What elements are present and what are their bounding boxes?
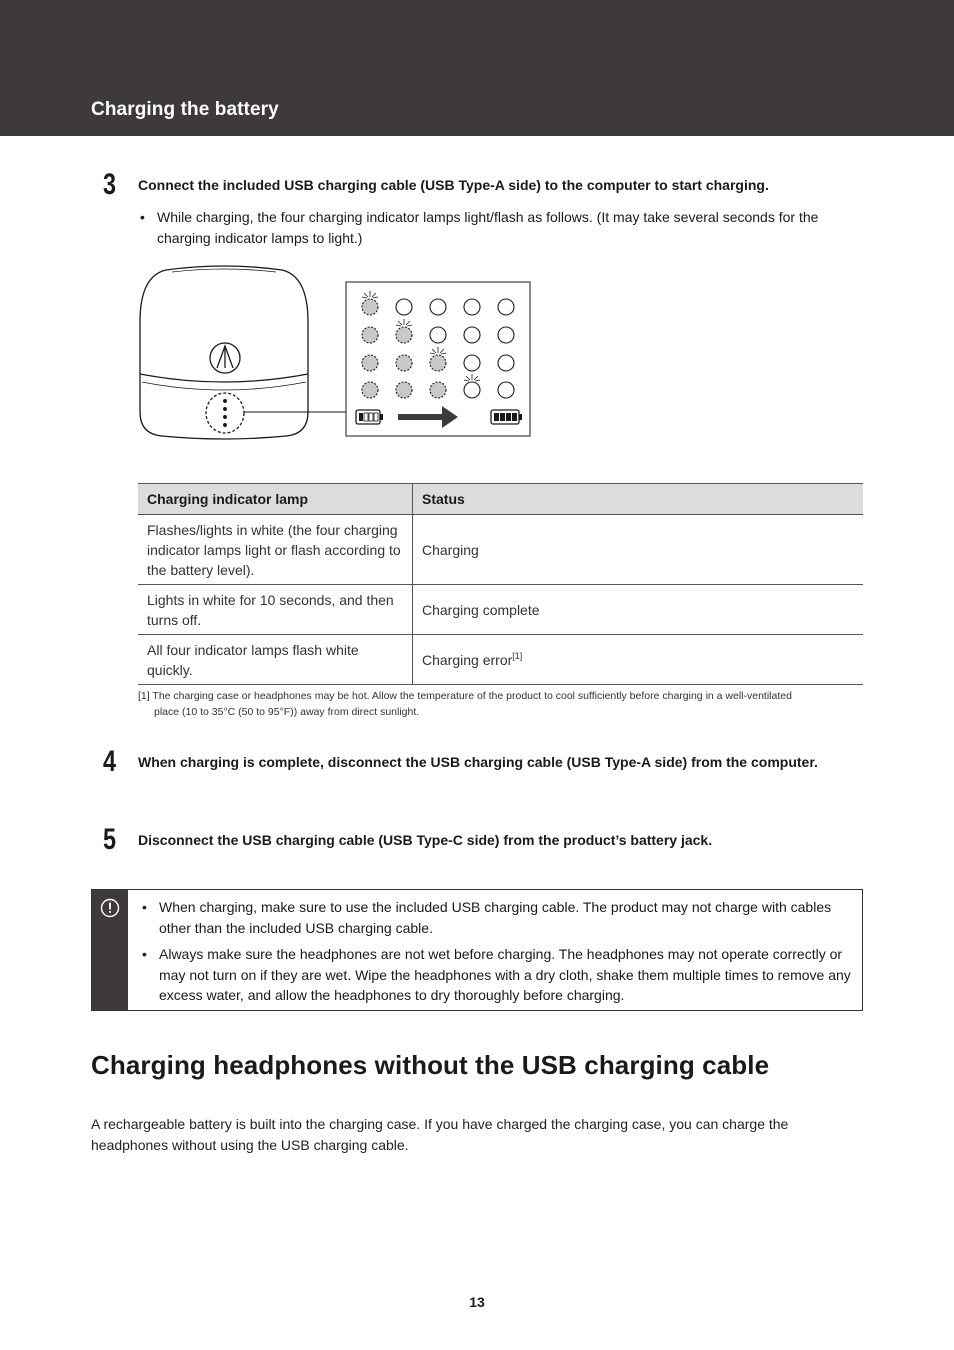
step-4-number: 4 <box>103 745 117 778</box>
footnote-line-1: The charging case or headphones may be hot. Allow the temperature of the product to cool sufficiently before charging in a well-ventilated <box>152 690 792 702</box>
page-number: 13 <box>469 1294 485 1310</box>
status-text: Charging error <box>422 651 513 668</box>
indicator-lamp-sequence <box>346 282 530 436</box>
column-header-status: Status <box>413 484 864 515</box>
status-text: Charging complete <box>422 601 540 618</box>
lamp-off <box>464 327 480 343</box>
lamp-lit <box>362 355 378 371</box>
lamp-lit <box>362 299 378 315</box>
lamp-off <box>498 327 514 343</box>
table-header-row <box>138 484 863 515</box>
charging-case-illustration <box>140 266 346 439</box>
column-header-lamp: Charging indicator lamp <box>138 484 413 515</box>
battery-full-icon <box>491 410 522 424</box>
lamp-off <box>498 382 514 398</box>
lamp-cell: Flashes/lights in white (the four charging indicator lamps light or flash according to the battery level). <box>138 515 413 585</box>
lamp-off <box>498 299 514 315</box>
lamp-cell: All four indicator lamps flash white quickly. <box>138 635 413 685</box>
caution-item-text: Always make sure the headphones are not wet before charging. The headphones may not operate correctly or may not turn on if they are wet. Wipe the headphones with a dry cloth, shake them multiple times to remove any excess water, and allow the headphones to dry thoroughly before charging. <box>159 946 851 1003</box>
step-3-bullet <box>140 207 857 248</box>
section-paragraph: A rechargeable battery is built into the charging case. If you have charged the charging case, you can charge the headphones without using the USB charging cable. <box>91 1116 789 1153</box>
footnote-line-2: place (10 to 35°C (50 to 95°F)) away from direct sunlight. <box>154 706 420 718</box>
page-header <box>0 0 954 136</box>
table-row <box>138 635 863 685</box>
section-heading: Charging headphones without the USB charging cable <box>91 1050 770 1080</box>
caution-item-text: When charging, make sure to use the included USB charging cable. The product may not charge with cables other than the included USB charging cable. <box>159 899 832 936</box>
footnote-ref[interactable]: [1] <box>512 650 523 661</box>
lamp-off <box>464 299 480 315</box>
caution-icon <box>100 898 120 918</box>
lamp-lit <box>362 382 378 398</box>
lamp-off <box>464 355 480 371</box>
lamp-off <box>430 299 446 315</box>
step-5-number: 5 <box>103 823 117 856</box>
step-3-number: 3 <box>103 168 117 201</box>
caution-item <box>142 944 854 1006</box>
lamp-cell: Lights in white for 10 seconds, and then turns off. <box>138 585 413 635</box>
status-cell <box>413 635 864 685</box>
lamp-lit <box>362 327 378 343</box>
status-cell <box>413 515 864 585</box>
caution-bar <box>92 890 128 1010</box>
indicator-status-table <box>138 483 863 685</box>
battery-low-icon <box>356 410 383 424</box>
table-row <box>138 585 863 635</box>
lamp-off <box>396 299 412 315</box>
step-5-text: Disconnect the USB charging cable (USB Type-C side) from the product’s battery jack. <box>138 832 713 848</box>
charging-case-figure <box>136 262 536 442</box>
table-row <box>138 515 863 585</box>
section-title: Charging the battery <box>91 99 279 120</box>
bullet-dot: • <box>142 946 147 962</box>
status-cell <box>413 585 864 635</box>
caution-item <box>142 897 854 938</box>
footnote <box>138 688 858 720</box>
lamp-off <box>498 355 514 371</box>
lamp-lit <box>396 327 412 343</box>
lamp-off <box>430 327 446 343</box>
lamp-off <box>464 382 480 398</box>
lamp-lit <box>396 355 412 371</box>
step-3-text: Connect the included USB charging cable (USB Type-A side) to the computer to start charging. <box>138 177 769 193</box>
lamp-lit <box>430 382 446 398</box>
bullet-dot: • <box>140 209 145 225</box>
caution-box <box>91 889 863 1011</box>
step-3-bullet-text: While charging, the four charging indicator lamps light/flash as follows. (It may take several seconds for the charging indicator lamps to light.) <box>157 209 819 246</box>
status-text: Charging <box>422 541 479 558</box>
lamp-lit <box>430 355 446 371</box>
bullet-dot: • <box>142 899 147 915</box>
footnote-label: [1] <box>138 690 150 702</box>
lamp-lit <box>396 382 412 398</box>
step-4-text: When charging is complete, disconnect the USB charging cable (USB Type-A side) from the computer. <box>138 754 818 770</box>
